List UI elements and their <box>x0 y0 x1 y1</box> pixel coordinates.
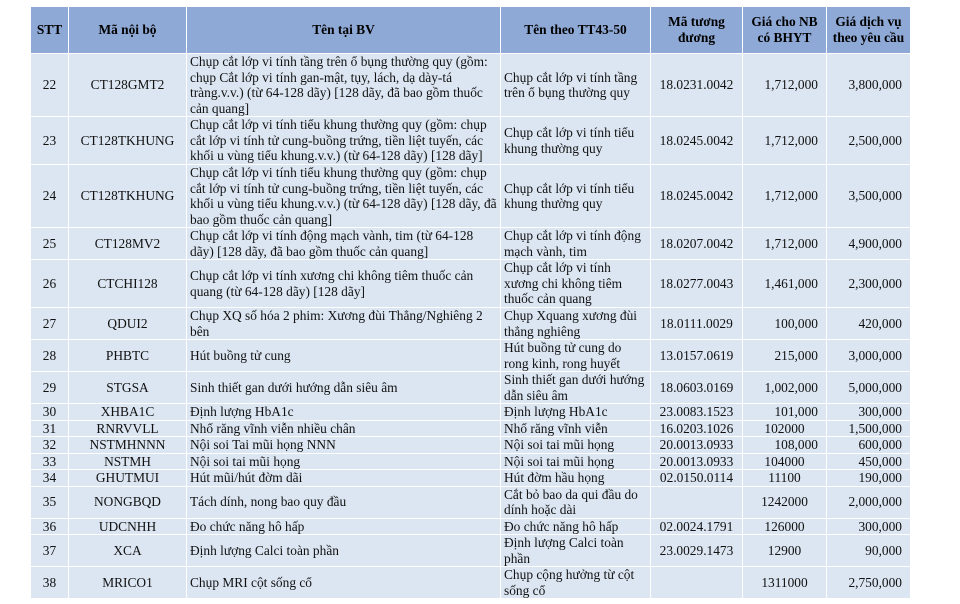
cell-bhyt-price: 1242000 <box>743 486 827 518</box>
cell-code: CT128TKHUNG <box>69 117 187 165</box>
cell-name-bv: Chụp MRI cột sống cổ <box>187 567 501 599</box>
cell-service-price: 1,500,000 <box>827 420 911 437</box>
cell-service-price: 450,000 <box>827 453 911 470</box>
table-row <box>31 518 911 535</box>
cell-bhyt-price: 1,712,000 <box>743 54 827 117</box>
cell-bhyt-price: 100,000 <box>743 308 827 340</box>
table-row <box>31 308 911 340</box>
cell-name-tt: Đo chức năng hô hấp <box>501 518 651 535</box>
table-row <box>31 54 911 117</box>
cell-name-tt: Cắt bỏ bao da qui đầu do dính hoặc dài <box>501 486 651 518</box>
cell-bhyt-price: 215,000 <box>743 340 827 372</box>
cell-service-price: 190,000 <box>827 470 911 487</box>
cell-equiv: 02.0024.1791 <box>651 518 743 535</box>
cell-code: CT128GMT2 <box>69 54 187 117</box>
cell-service-price: 90,000 <box>827 535 911 567</box>
cell-bhyt-price: 12900 <box>743 535 827 567</box>
table-row <box>31 437 911 454</box>
cell-service-price: 2,300,000 <box>827 260 911 308</box>
cell-name-bv: Chụp cắt lớp vi tính tầng trên ổ bụng thường quy (gồm: chụp Cắt lớp vi tính gan-mật, tụy, lách, dạ dày-tá tràng.v.v.) (từ 64-128 dãy) [128 dãy, đã bao gồm thuốc cản quang] <box>187 54 501 117</box>
cell-name-tt: Chụp cắt lớp vi tính xương chi không tiêm thuốc cản quang <box>501 260 651 308</box>
cell-equiv: 20.0013.0933 <box>651 453 743 470</box>
cell-code: QDUI2 <box>69 308 187 340</box>
cell-name-bv: Định lượng Calci toàn phần <box>187 535 501 567</box>
cell-name-bv: Chụp XQ số hóa 2 phim: Xương đùi Thẳng/Nghiêng 2 bên <box>187 308 501 340</box>
cell-bhyt-price: 1,712,000 <box>743 228 827 260</box>
cell-code: PHBTC <box>69 340 187 372</box>
table-row <box>31 117 911 165</box>
cell-name-tt: Chụp cắt lớp vi tính tiểu khung thường quy <box>501 117 651 165</box>
cell-equiv: 18.0245.0042 <box>651 117 743 165</box>
cell-stt: 33 <box>31 453 69 470</box>
header-code: Mã nội bộ <box>69 7 187 54</box>
cell-stt: 36 <box>31 518 69 535</box>
cell-name-bv: Hút mũi/hút đờm dãi <box>187 470 501 487</box>
price-table <box>30 6 911 599</box>
cell-equiv: 18.0207.0042 <box>651 228 743 260</box>
cell-name-bv: Chụp cắt lớp vi tính động mạch vành, tim (từ 64-128 dãy) [128 dãy, đã bao gồm thuốc cản quang] <box>187 228 501 260</box>
table-row <box>31 420 911 437</box>
price-table-container <box>30 6 910 599</box>
cell-equiv: 16.0203.1026 <box>651 420 743 437</box>
cell-equiv: 18.0603.0169 <box>651 372 743 404</box>
cell-equiv: 18.0277.0043 <box>651 260 743 308</box>
cell-stt: 30 <box>31 404 69 421</box>
cell-bhyt-price: 102000 <box>743 420 827 437</box>
cell-stt: 37 <box>31 535 69 567</box>
cell-bhyt-price: 104000 <box>743 453 827 470</box>
cell-equiv: 18.0111.0029 <box>651 308 743 340</box>
cell-service-price: 300,000 <box>827 404 911 421</box>
cell-equiv: 18.0245.0042 <box>651 165 743 228</box>
table-row <box>31 567 911 599</box>
cell-bhyt-price: 1,461,000 <box>743 260 827 308</box>
cell-code: CT128TKHUNG <box>69 165 187 228</box>
cell-code: UDCNHH <box>69 518 187 535</box>
cell-equiv: 23.0029.1473 <box>651 535 743 567</box>
cell-name-tt: Nội soi tai mũi họng <box>501 453 651 470</box>
cell-service-price: 2,750,000 <box>827 567 911 599</box>
cell-service-price: 2,500,000 <box>827 117 911 165</box>
table-header-row <box>31 7 911 54</box>
cell-code: CTCHI128 <box>69 260 187 308</box>
cell-code: XCA <box>69 535 187 567</box>
cell-equiv <box>651 567 743 599</box>
header-service-price: Giá dịch vụ theo yêu cầu <box>827 7 911 54</box>
cell-service-price: 3,000,000 <box>827 340 911 372</box>
cell-bhyt-price: 1,712,000 <box>743 117 827 165</box>
cell-bhyt-price: 126000 <box>743 518 827 535</box>
cell-service-price: 5,000,000 <box>827 372 911 404</box>
cell-code: XHBA1C <box>69 404 187 421</box>
cell-name-tt: Chụp Xquang xương đùi thẳng nghiêng <box>501 308 651 340</box>
table-row <box>31 372 911 404</box>
cell-code: GHUTMUI <box>69 470 187 487</box>
cell-name-tt: Nội soi tai mũi họng <box>501 437 651 454</box>
header-bhyt-price: Giá cho NB có BHYT <box>743 7 827 54</box>
cell-stt: 31 <box>31 420 69 437</box>
table-row <box>31 260 911 308</box>
cell-name-bv: Chụp cắt lớp vi tính tiểu khung thường quy (gồm: chụp cắt lớp vi tính tử cung-buồng trứng, tiền liệt tuyến, các khối u vùng tiểu khung.v.v.) (từ 64-128 dãy) [128 dãy] <box>187 117 501 165</box>
table-row <box>31 228 911 260</box>
cell-bhyt-price: 108,000 <box>743 437 827 454</box>
cell-name-tt: Chụp cắt lớp vi tính động mạch vành, tim <box>501 228 651 260</box>
cell-stt: 24 <box>31 165 69 228</box>
cell-stt: 28 <box>31 340 69 372</box>
header-name-bv: Tên tại BV <box>187 7 501 54</box>
cell-code: NSTMH <box>69 453 187 470</box>
cell-name-bv: Nội soi tai mũi họng <box>187 453 501 470</box>
cell-name-tt: Nhổ răng vĩnh viễn <box>501 420 651 437</box>
table-row <box>31 453 911 470</box>
cell-stt: 35 <box>31 486 69 518</box>
cell-bhyt-price: 1311000 <box>743 567 827 599</box>
cell-service-price: 4,900,000 <box>827 228 911 260</box>
cell-code: CT128MV2 <box>69 228 187 260</box>
cell-name-bv: Tách dính, nong bao quy đầu <box>187 486 501 518</box>
cell-stt: 27 <box>31 308 69 340</box>
cell-name-tt: Chụp cắt lớp vi tính tiểu khung thường quy <box>501 165 651 228</box>
cell-equiv: 13.0157.0619 <box>651 340 743 372</box>
cell-stt: 23 <box>31 117 69 165</box>
cell-name-bv: Nhổ răng vĩnh viễn nhiều chân <box>187 420 501 437</box>
cell-code: STGSA <box>69 372 187 404</box>
cell-code: MRICO1 <box>69 567 187 599</box>
cell-bhyt-price: 11100 <box>743 470 827 487</box>
cell-equiv: 02.0150.0114 <box>651 470 743 487</box>
cell-equiv: 20.0013.0933 <box>651 437 743 454</box>
table-row <box>31 165 911 228</box>
header-equiv: Mã tương đương <box>651 7 743 54</box>
cell-name-bv: Hút buồng tử cung <box>187 340 501 372</box>
cell-stt: 25 <box>31 228 69 260</box>
cell-name-tt: Định lượng HbA1c <box>501 404 651 421</box>
cell-equiv: 18.0231.0042 <box>651 54 743 117</box>
cell-stt: 34 <box>31 470 69 487</box>
cell-equiv: 23.0083.1523 <box>651 404 743 421</box>
cell-service-price: 420,000 <box>827 308 911 340</box>
header-name-tt: Tên theo TT43-50 <box>501 7 651 54</box>
cell-stt: 26 <box>31 260 69 308</box>
cell-service-price: 300,000 <box>827 518 911 535</box>
cell-name-tt: Sinh thiết gan dưới hướng dẫn siêu âm <box>501 372 651 404</box>
cell-name-tt: Chụp cộng hưởng từ cột sống cổ <box>501 567 651 599</box>
table-row <box>31 404 911 421</box>
cell-service-price: 2,000,000 <box>827 486 911 518</box>
cell-stt: 29 <box>31 372 69 404</box>
cell-name-bv: Chụp cắt lớp vi tính tiểu khung thường quy (gồm: chụp cắt lớp vi tính tử cung-buồng trứng, tiền liệt tuyến, các khối u vùng tiểu khung.v.v.) (từ 64-128 dãy) [128 dãy, đã bao gồm thuốc cản quang] <box>187 165 501 228</box>
cell-code: NONGBQD <box>69 486 187 518</box>
cell-service-price: 3,800,000 <box>827 54 911 117</box>
cell-code: NSTMHNNN <box>69 437 187 454</box>
table-row <box>31 340 911 372</box>
table-body <box>31 54 911 599</box>
cell-name-tt: Hút buồng tử cung do rong kinh, rong huyết <box>501 340 651 372</box>
cell-name-tt: Định lượng Calci toàn phần <box>501 535 651 567</box>
cell-stt: 38 <box>31 567 69 599</box>
cell-name-bv: Sinh thiết gan dưới hướng dẫn siêu âm <box>187 372 501 404</box>
cell-stt: 32 <box>31 437 69 454</box>
table-row <box>31 470 911 487</box>
cell-name-bv: Nội soi Tai mũi họng NNN <box>187 437 501 454</box>
cell-stt: 22 <box>31 54 69 117</box>
cell-service-price: 600,000 <box>827 437 911 454</box>
header-stt: STT <box>31 7 69 54</box>
table-row <box>31 486 911 518</box>
cell-equiv <box>651 486 743 518</box>
cell-name-bv: Đo chức năng hô hấp <box>187 518 501 535</box>
cell-name-bv: Định lượng HbA1c <box>187 404 501 421</box>
cell-service-price: 3,500,000 <box>827 165 911 228</box>
table-row <box>31 535 911 567</box>
cell-name-tt: Chụp cắt lớp vi tính tầng trên ổ bụng thường quy <box>501 54 651 117</box>
cell-bhyt-price: 1,002,000 <box>743 372 827 404</box>
cell-name-bv: Chụp cắt lớp vi tính xương chi không tiêm thuốc cản quang (từ 64-128 dãy) [128 dãy] <box>187 260 501 308</box>
cell-name-tt: Hút đờm hầu họng <box>501 470 651 487</box>
cell-bhyt-price: 1,712,000 <box>743 165 827 228</box>
cell-bhyt-price: 101,000 <box>743 404 827 421</box>
cell-code: RNRVVLL <box>69 420 187 437</box>
